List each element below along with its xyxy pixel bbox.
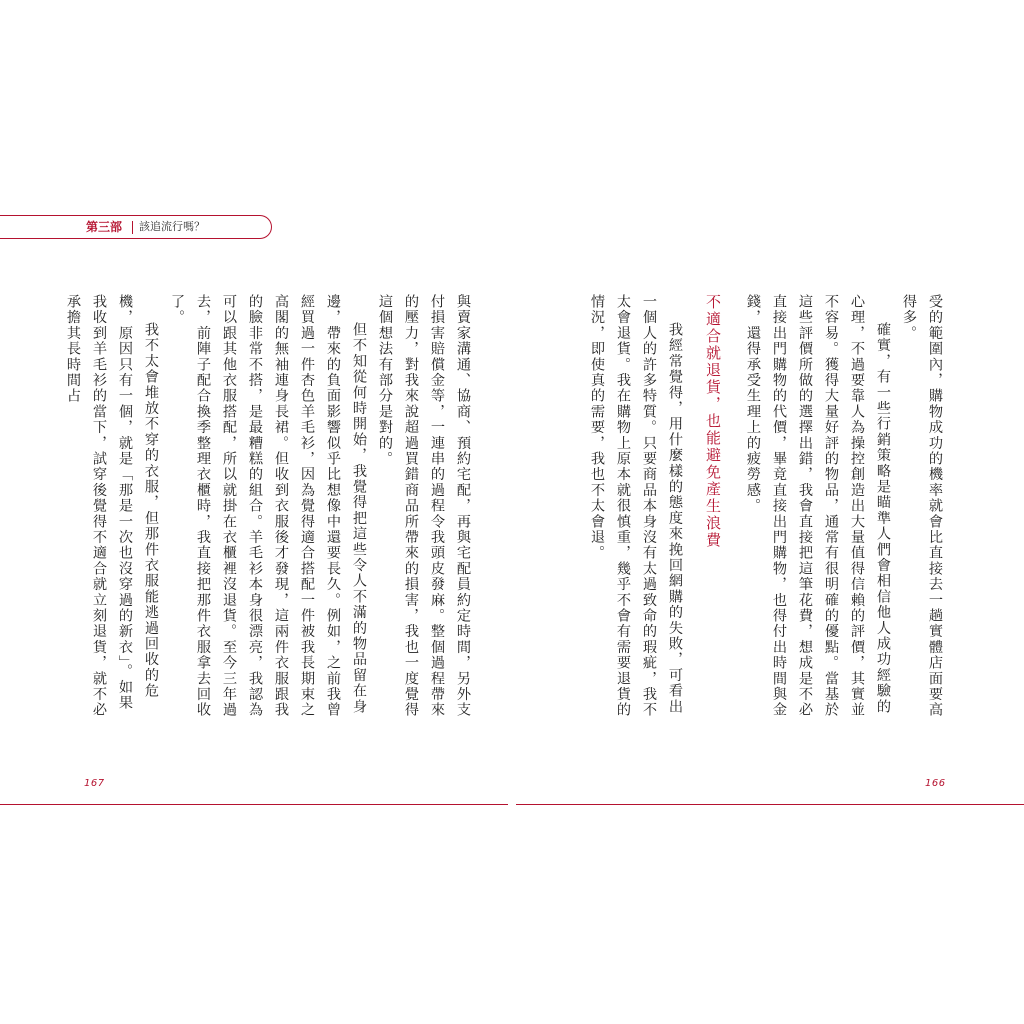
footer-rule-right [516,804,1024,805]
chapter-tab [0,215,272,239]
right-paragraph-3: 我經常覺得，用什麼樣的態度來挽回網購的失敗，可看出一個人的許多特質。只要商品本身沒有太過致命的瑕疵，我不太會退貨。我在購物上原本就很慎重，幾乎不會有需要退貨的情況，即使真的需要，我也不太會退。 [589,294,683,718]
left-paragraph-1: 與賣家溝通、協商、預約宅配，再與宅配員約定時間，另外支付損害賠償金等，一連串的過程令我頭皮發麻。整個過程帶來的壓力，對我來說超過買錯商品所帶來的損害，我也一度覺得這個想法有部分是對的。 [377,294,471,718]
part-divider [132,221,133,234]
right-paragraph-1: 受的範圍內，購物成功的機率就會比直接去一趟實體店面要高得多。 [901,294,943,718]
chapter-title: 該追流行嗎？ [139,220,205,233]
left-paragraph-3: 我不太會堆放不穿的衣服，但那件衣服能逃過回收的危機，原因只有一個，就是「那是一次也沒穿過的新衣」。如果我收到羊毛衫的當下，試穿後覺得不適合就立刻退貨，就不必承擔其長時間占 [65,294,159,718]
part-label: 第三部 [86,220,123,234]
right-page-body [578,294,948,724]
left-paragraph-2: 但不知從何時開始，我覺得把這些令人不滿的物品留在身邊，帶來的負面影響似乎比想像中還要長久。例如，之前我曾經買過一件杏色羊毛衫，因為覺得適合搭配一件被我長期束之高閣的無袖連身長裙。但收到衣服後才發現，這兩件衣服跟我的臉非常不搭，是最糟糕的組合。羊毛衫本身很漂亮，我認為可以跟其他衣服搭配，所以就掛在衣櫃裡沒退貨。至今三年過去，前陣子配合換季整理衣櫃時，我直接把那件衣服拿去回收了。 [169,294,367,718]
right-paragraph-2: 確實，有一些行銷策略是瞄準人們會相信他人成功經驗的心理，不過要靠人為操控創造出大量值得信賴的評價，其實並不容易。獲得大量好評的物品，通常有很明確的優點。當基於這些評價所做的選擇出錯，我會直接把這筆花費，想成是不必直接出門購物的代價，畢竟直接出門購物，也得付出時間與金錢，還得承受生理上的疲勞感。 [745,294,891,718]
section-heading: 不適合就退貨，也能避免產生浪費 [704,294,722,549]
left-page-body [65,294,476,724]
page-number-left: 167 [84,778,105,789]
page-number-right: 166 [925,778,946,789]
footer-rule-left [0,804,508,805]
